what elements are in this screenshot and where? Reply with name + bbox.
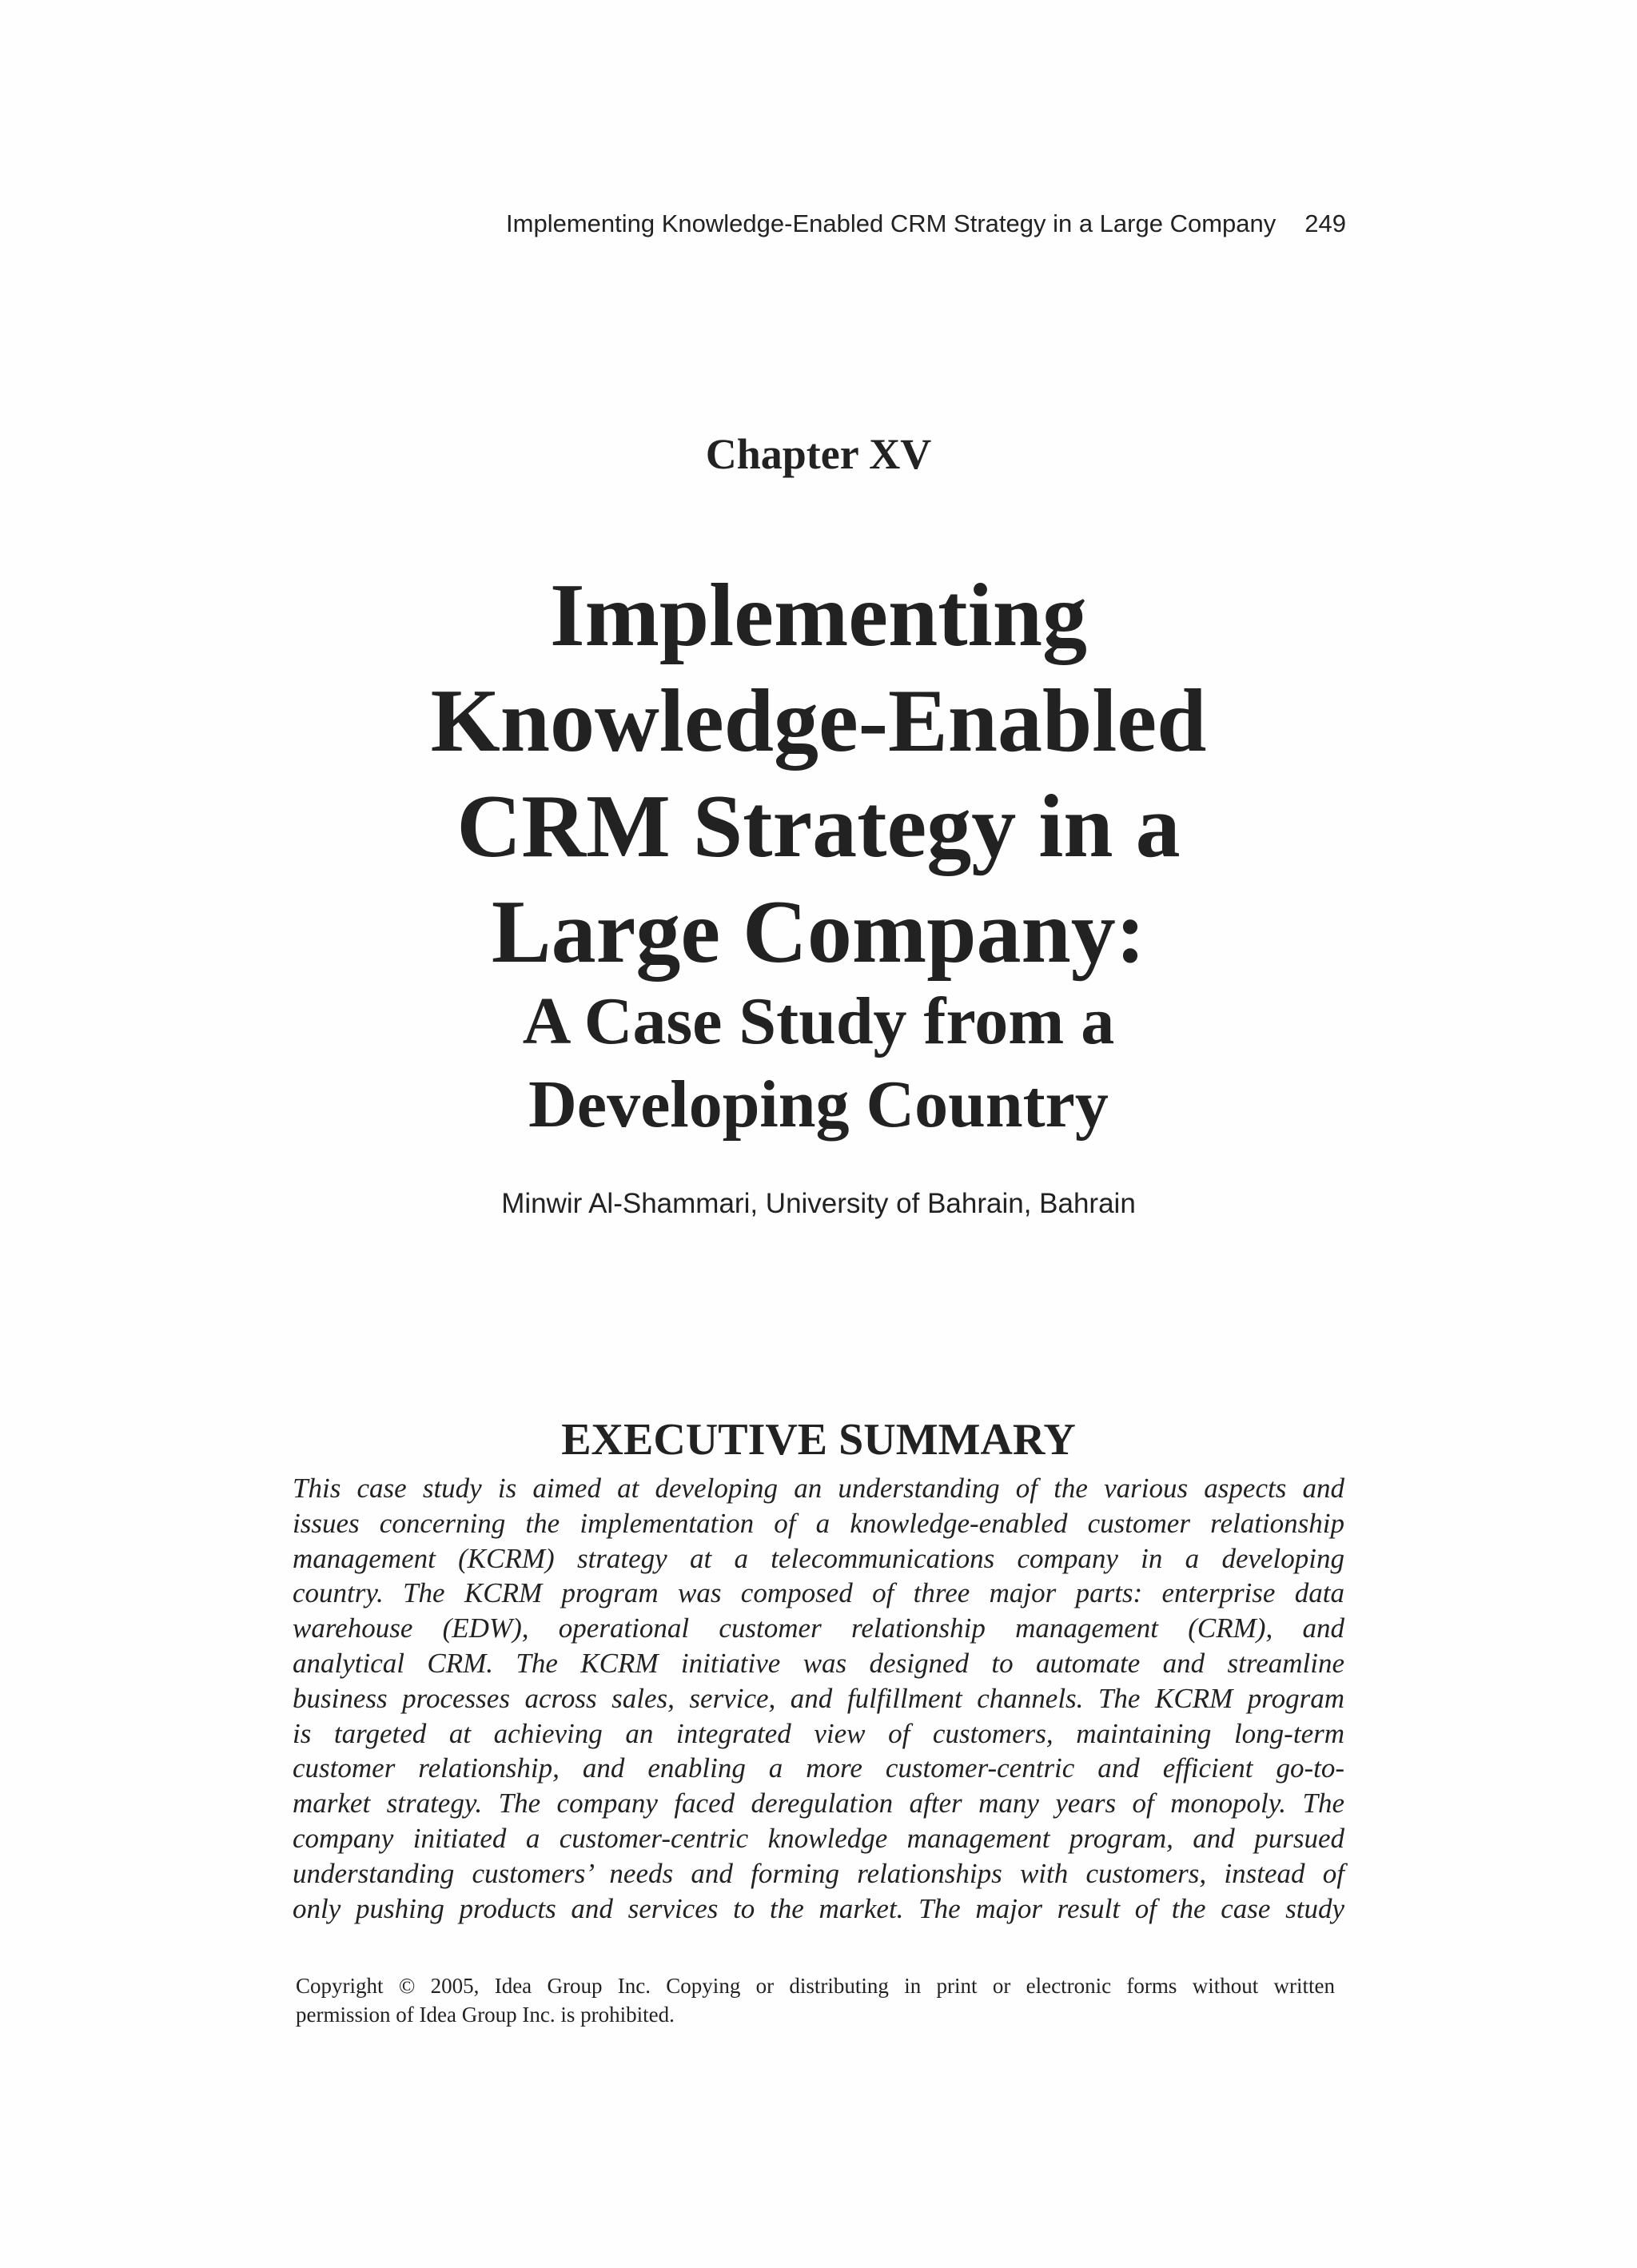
summary-line: understanding customers’ needs and forming relationships with customers, instead of	[293, 1857, 1344, 1889]
summary-line: management (KCRM) strategy at a telecommunications company in a developing	[293, 1542, 1344, 1574]
chapter-title	[0, 563, 1637, 985]
copyright-line: Copyright © 2005, Idea Group Inc. Copying or distributing in print or electronic forms without written	[296, 1974, 1335, 1998]
chapter-title-line: Large Company:	[491, 883, 1146, 982]
summary-line: company initiated a customer-centric knowledge management program, and pursued	[293, 1822, 1344, 1854]
running-head	[438, 208, 1346, 240]
summary-line: country. The KCRM program was composed of three major parts: enterprise data	[293, 1577, 1344, 1609]
summary-line: warehouse (EDW), operational customer relationship management (CRM), and	[293, 1612, 1344, 1644]
running-head-title: Implementing Knowledge-Enabled CRM Strategy in a Large Company	[506, 209, 1277, 237]
summary-line: customer relationship, and enabling a more customer-centric and efficient go-to-	[293, 1752, 1344, 1784]
chapter-subtitle-line: A Case Study from a	[522, 984, 1115, 1058]
summary-line: analytical CRM. The KCRM initiative was designed to automate and streamline	[293, 1647, 1344, 1679]
page-number: 249	[1304, 209, 1346, 237]
chapter-title-line: Implementing	[550, 566, 1087, 665]
summary-line: issues concerning the implementation of a knowledge-enabled customer relationship	[293, 1507, 1344, 1539]
summary-line: market strategy. The company faced deregulation after many years of monopoly. The	[293, 1788, 1344, 1820]
chapter-subtitle	[0, 980, 1637, 1146]
chapter-title-line: Knowledge-Enabled	[430, 672, 1207, 771]
copyright-line: permission of Idea Group Inc. is prohibited.	[296, 2003, 675, 2027]
chapter-title-line: CRM Strategy in a	[456, 777, 1181, 876]
chapter-subtitle-line: Developing Country	[528, 1067, 1109, 1142]
executive-summary-text	[293, 1471, 1344, 1926]
chapter-label: Chapter XV	[705, 430, 932, 478]
summary-line: This case study is aimed at developing an understanding of the various aspects and	[293, 1473, 1344, 1504]
author-affiliation: Minwir Al-Shammari, University of Bahrain, Bahrain	[501, 1188, 1136, 1219]
copyright-notice	[296, 1971, 1335, 2029]
summary-line: only pushing products and services to the market. The major result of the case study	[293, 1892, 1344, 1924]
summary-line: is targeted at achieving an integrated view of customers, maintaining long-term	[293, 1717, 1344, 1749]
executive-summary-heading: EXECUTIVE SUMMARY	[561, 1415, 1076, 1465]
summary-line: business processes across sales, service, and fulfillment channels. The KCRM program	[293, 1682, 1344, 1714]
